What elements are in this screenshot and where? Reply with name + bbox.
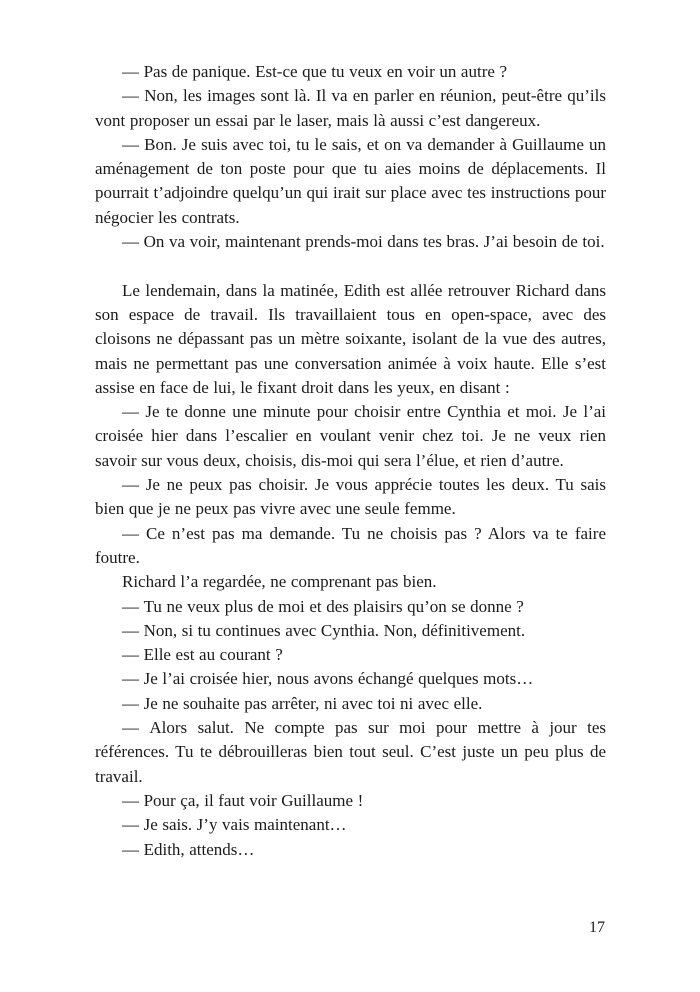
- paragraph-dialogue: — Je ne peux pas choisir. Je vous apprécie toutes les deux. Tu sais bien que je ne peux pas vivre avec une seule femme.: [95, 475, 606, 519]
- paragraph-dialogue: — On va voir, maintenant prends-moi dans tes bras. J’ai besoin de toi.: [122, 232, 605, 252]
- text-block: [95, 60, 606, 862]
- paragraph-dialogue: — Bon. Je suis avec toi, tu le sais, et on va demander à Guillaume un aménagement de ton poste pour que tu aies moins de déplacements. Il pourrait t’adjoindre quelqu’un qui irait sur place avec tes instructions pour négocier les contrats.: [95, 134, 606, 227]
- paragraph-narrative: Richard l’a regardée, ne comprenant pas bien.: [122, 572, 437, 592]
- page-number: 17: [589, 919, 605, 936]
- paragraph-dialogue: — Ce n’est pas ma demande. Tu ne choisis pas ? Alors va te faire foutre.: [95, 523, 606, 567]
- paragraph-dialogue: — Pas de panique. Est-ce que tu veux en voir un autre ?: [122, 62, 508, 81]
- paragraph-dialogue: — Tu ne veux plus de moi et des plaisirs qu’on se donne ?: [122, 596, 524, 616]
- paragraph-dialogue: — Je sais. J’y vais maintenant…: [122, 815, 347, 835]
- paragraph-dialogue: — Edith, attends…: [122, 839, 255, 859]
- paragraph-dialogue: — Je ne souhaite pas arrêter, ni avec toi ni avec elle.: [122, 693, 483, 713]
- paragraph-dialogue: — Pour ça, il faut voir Guillaume !: [122, 790, 364, 810]
- paragraph-dialogue: — Je te donne une minute pour choisir entre Cynthia et moi. Je l’ai croisée hier dans l’escalier en voulant venir chez toi. Je ne veux rien savoir sur vous deux, choisis, dis-moi qui sera l’élue, et rien d’autre.: [95, 402, 606, 470]
- paragraph-dialogue: — Elle est au courant ?: [122, 645, 283, 665]
- paragraph-narrative: Le lendemain, dans la matinée, Edith est allée retrouver Richard dans son espace de travail. Ils travaillaient tous en open-space, avec des cloisons ne dépassant pas un mètre soixante, isolant de la vue des autres, mais ne permettant pas une conversation animée à voix haute. Elle s’est assise en face de lui, le fixant droit dans les yeux, en disant :: [95, 280, 606, 397]
- paragraph-dialogue: — Non, les images sont là. Il va en parler en réunion, peut-être qu’ils vont proposer un essai par le laser, mais là aussi c’est dangereux.: [95, 86, 606, 130]
- paragraph-dialogue: — Non, si tu continues avec Cynthia. Non, définitivement.: [122, 620, 526, 640]
- paragraph-dialogue: — Je l’ai croisée hier, nous avons échangé quelques mots…: [122, 669, 534, 689]
- paragraph-dialogue: — Alors salut. Ne compte pas sur moi pour mettre à jour tes références. Tu te débrouilleras bien tout seul. C’est juste un peu plus de travail.: [95, 718, 606, 786]
